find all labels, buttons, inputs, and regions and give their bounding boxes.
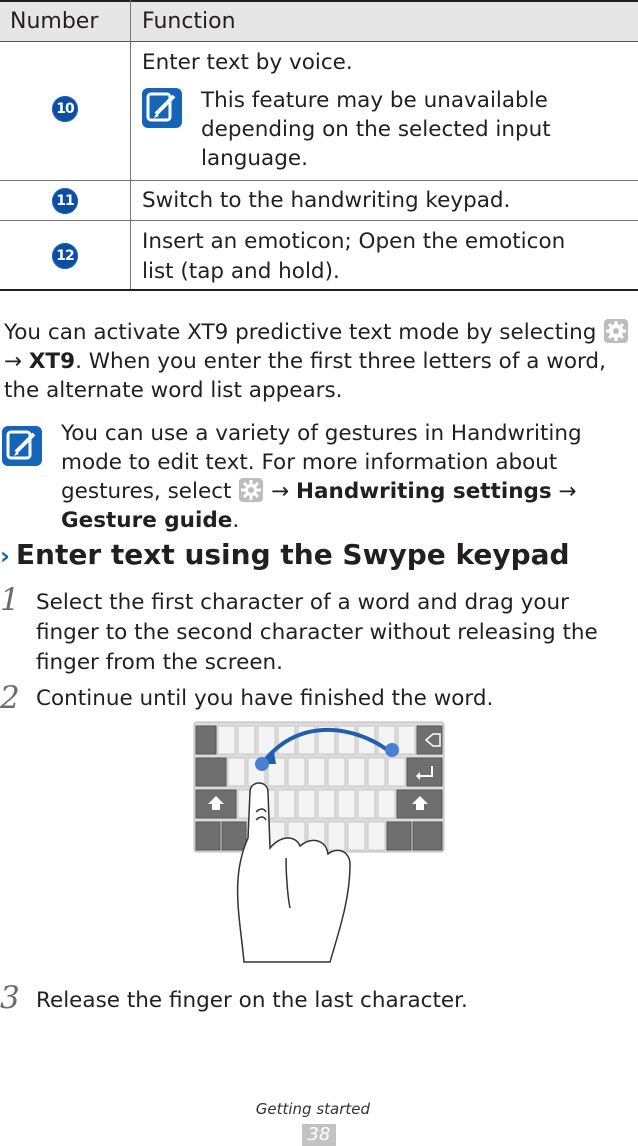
step-text: Select the first character of a word and drag your finger to the second character without releasing the finger from the screen. bbox=[36, 590, 598, 675]
gear-icon bbox=[603, 318, 629, 344]
table-bottom-border bbox=[0, 289, 638, 291]
badge-10: 10 bbox=[52, 96, 78, 122]
para1-suffix: . When you enter the first three letters of a word, the alternate word list appears. bbox=[4, 349, 606, 403]
page-number: 38 bbox=[302, 1124, 336, 1146]
header-function: Function bbox=[142, 9, 236, 34]
step-text: Release the finger on the last character. bbox=[36, 988, 468, 1013]
chevron-right-icon: › bbox=[0, 542, 10, 570]
gesture-note bbox=[61, 419, 635, 535]
handwriting-settings-label: Handwriting settings bbox=[296, 479, 552, 504]
badge-12: 12 bbox=[52, 243, 78, 269]
step-text: Continue until you have finished the word. bbox=[36, 686, 494, 711]
xt9-paragraph bbox=[4, 318, 632, 405]
header-number: Number bbox=[10, 9, 99, 34]
step-number: 2 bbox=[0, 680, 20, 716]
xt9-label: XT9 bbox=[28, 349, 76, 374]
row-divider bbox=[0, 180, 638, 181]
note2-end: . bbox=[232, 508, 240, 533]
section-title bbox=[0, 538, 570, 571]
arrow: → bbox=[558, 479, 577, 504]
arrow: → bbox=[271, 479, 290, 504]
gear-icon bbox=[238, 477, 264, 503]
para1-prefix: You can activate XT9 predictive text mode by selecting bbox=[4, 320, 597, 345]
row-divider bbox=[0, 220, 638, 221]
row-10-text: Enter text by voice. bbox=[142, 50, 353, 75]
row-11-text: Switch to the handwriting keypad. bbox=[142, 188, 511, 213]
row-10-note: This feature may be unavailable depending on the selected input language. bbox=[201, 88, 551, 171]
step-number: 1 bbox=[0, 582, 20, 618]
note2-text: You can use a variety of gestures in Handwriting mode to edit text. For more information about gestures, select bbox=[61, 421, 582, 504]
badge-11: 11 bbox=[52, 188, 78, 214]
row-12-text: Insert an emoticon; Open the emoticon list (tap and hold). bbox=[142, 229, 566, 284]
gesture-guide-label: Gesture guide bbox=[61, 508, 233, 533]
step-number: 3 bbox=[0, 980, 20, 1016]
swype-keyboard-illustration bbox=[190, 718, 450, 968]
column-divider bbox=[130, 0, 131, 291]
footer-section-label: Getting started bbox=[255, 1100, 370, 1118]
table-header bbox=[0, 0, 638, 42]
section-title-text: Enter text using the Swype keypad bbox=[15, 538, 570, 571]
note-icon bbox=[2, 426, 42, 466]
note-icon bbox=[142, 88, 182, 128]
arrow: → bbox=[4, 349, 23, 374]
